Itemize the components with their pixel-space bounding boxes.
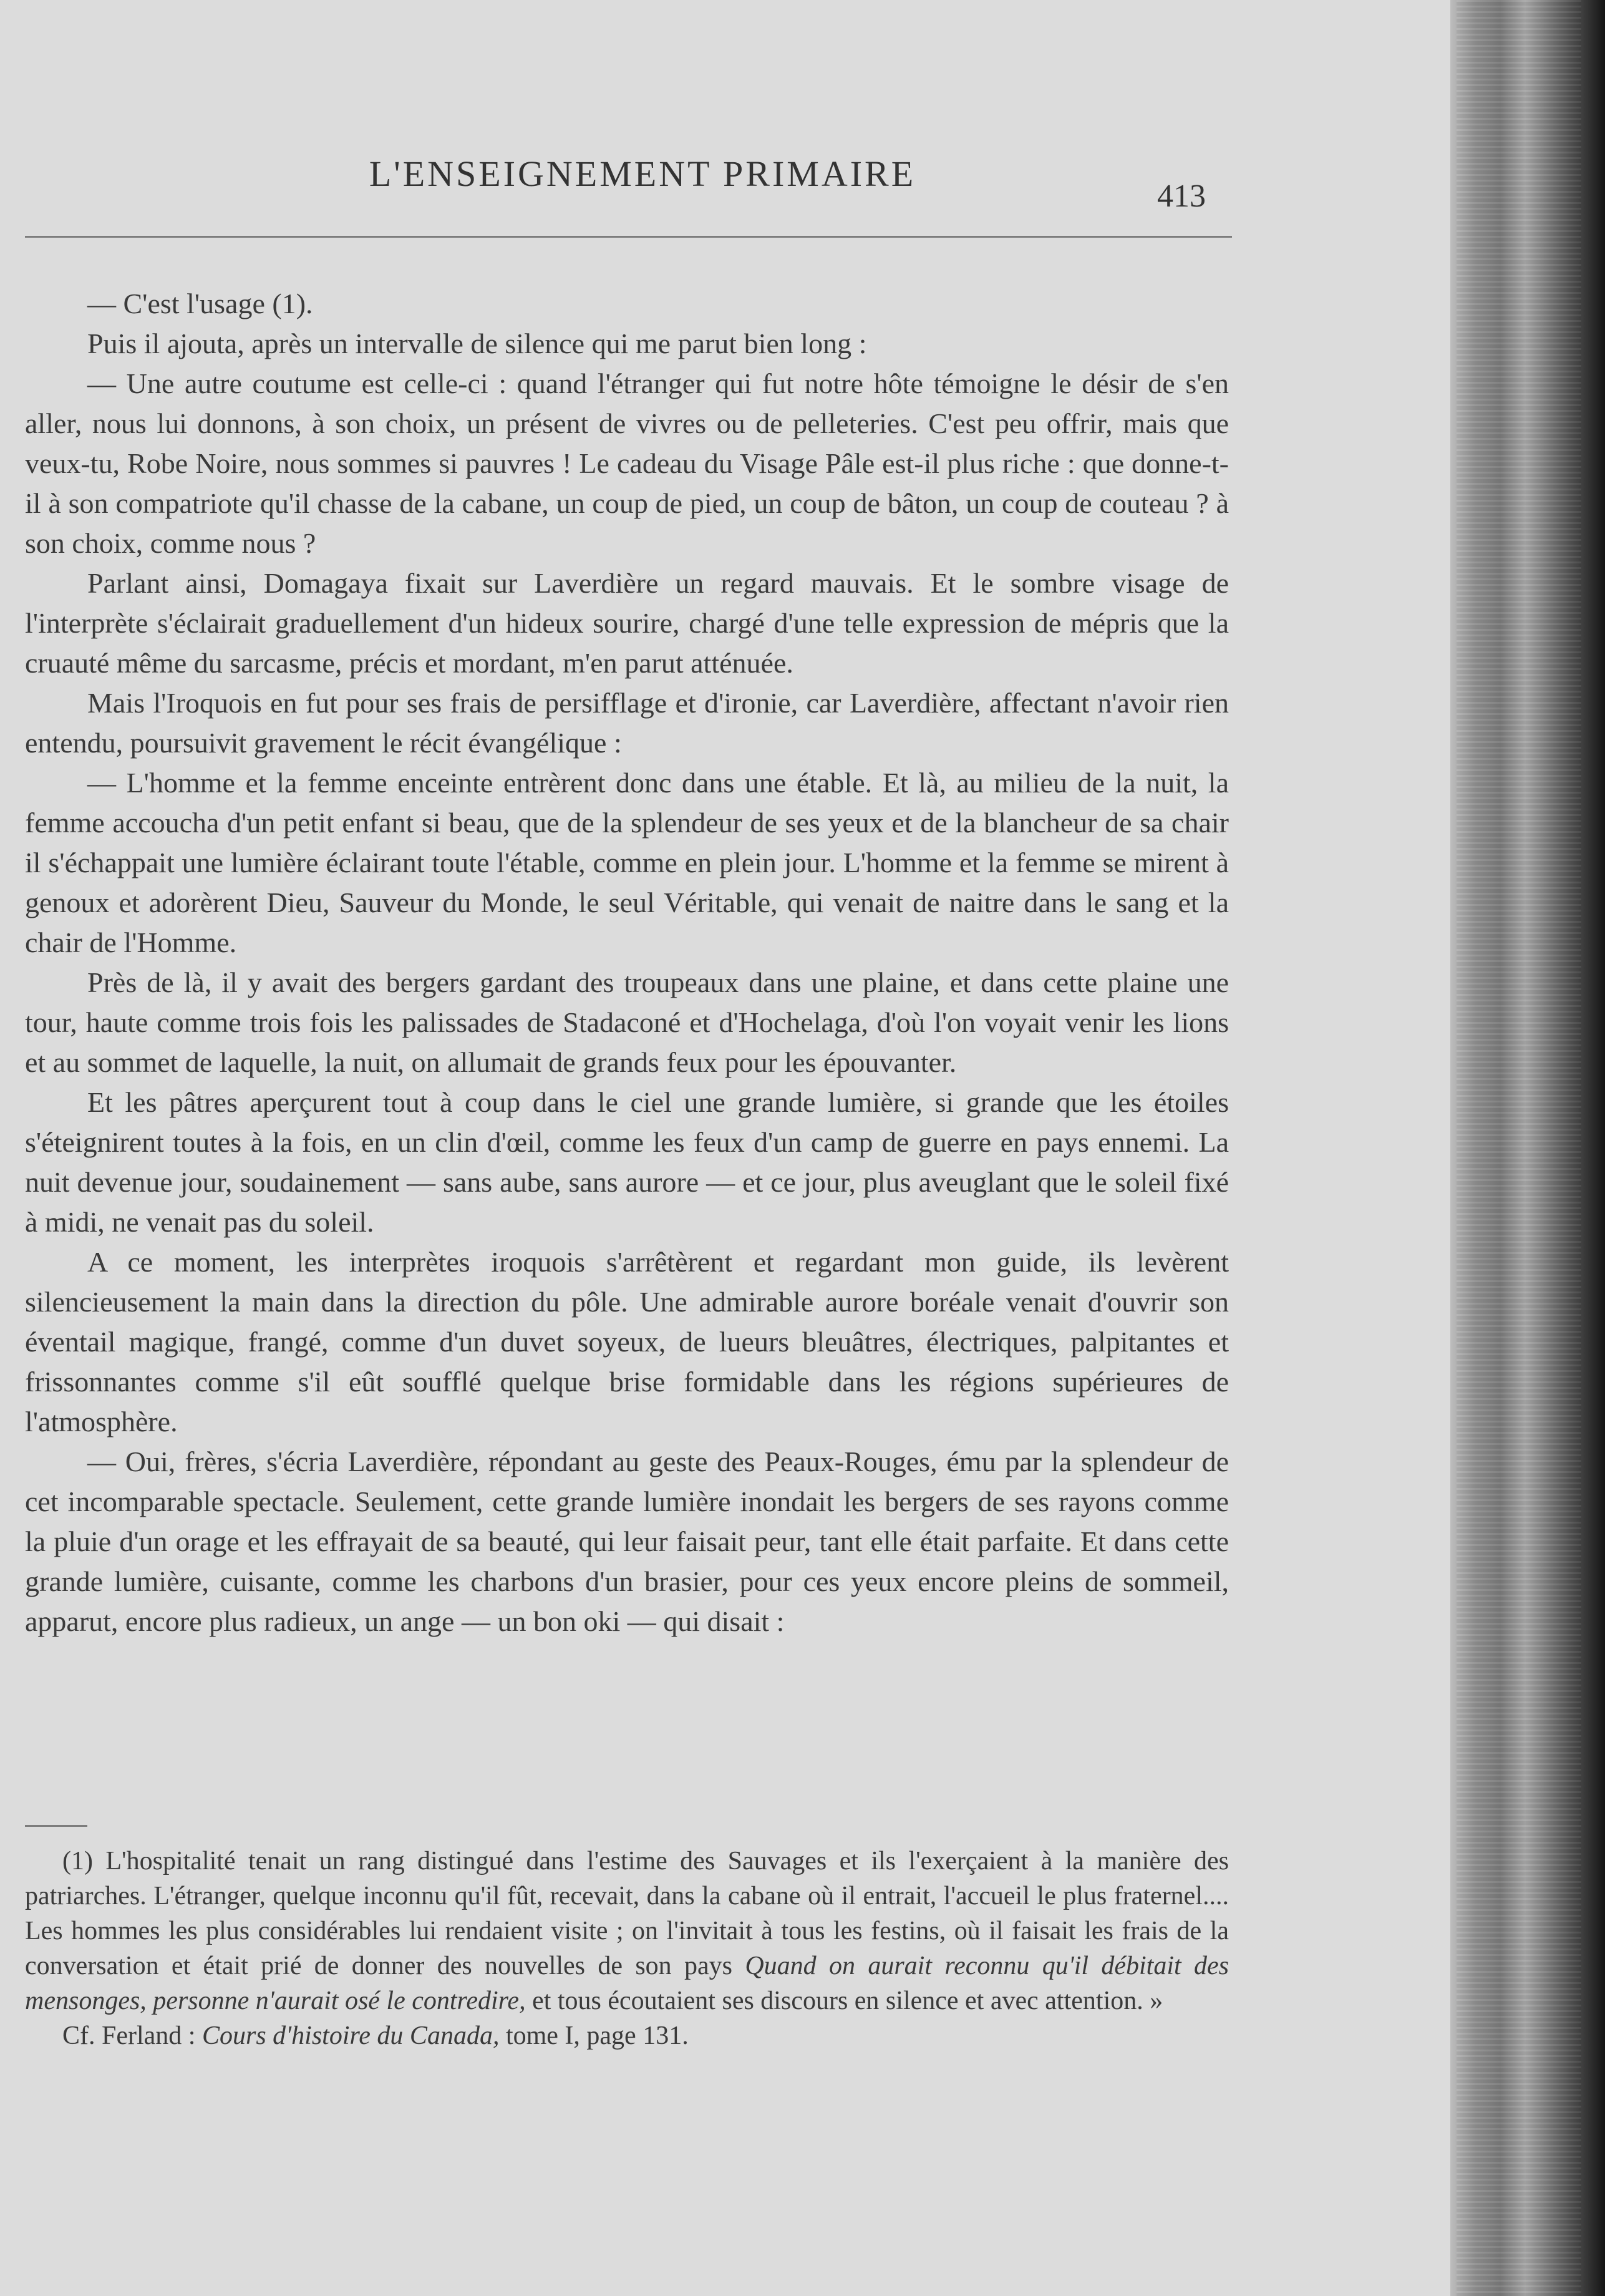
footnote-quote-end: et tous écoutaient ses discours en silence et avec attention. » bbox=[532, 1987, 1163, 2015]
citation-suffix: tome I, page 131. bbox=[505, 2021, 689, 2050]
paragraph: — Une autre coutume est celle-ci : quand l'étranger qui fut notre hôte témoigne le désir de s'en aller, nous lui donnons, à son choix, un présent de vivres ou de pelleteries. C'est peu offrir, mais que veux-tu, Robe Noire, nous sommes si pauvres ! Le cadeau du Visage Pâle est-il plus riche : que donne-t-il à son compatriote qu'il chasse de la cabane, un coup de pied, un coup de bâton, un coup de couteau ? à son choix, comme nous ? bbox=[25, 367, 1229, 559]
footnote-text bbox=[25, 1844, 1229, 2018]
paragraph: Près de là, il y avait des bergers gardant des troupeaux dans une plaine, et dans cette plaine une tour, haute comme trois fois les palissades de Stadaconé et d'Hochelaga, d'où l'on voyait venir les lions et au sommet de laquelle, la nuit, on allumait de grands feux pour les épouvanter. bbox=[25, 966, 1229, 1078]
paragraph: — Oui, frères, s'écria Laverdière, répondant au geste des Peaux-Rouges, ému par la splendeur de cet incomparable spectacle. Seulement, cette grande lumière inondait les bergers de ses rayons comme la pluie d'un orage et les effrayait de sa beauté, qui leur faisait peur, tant elle était parfaite. Et dans cette grande lumière, cuisante, comme les charbons d'un brasier, pour ces yeux encore pleins de sommeil, apparut, encore plus radieux, un ange — un bon oki — qui disait : bbox=[25, 1446, 1229, 1637]
body-text bbox=[25, 284, 1229, 1642]
paragraph: Puis il ajouta, après un intervalle de silence qui me parut bien long : bbox=[87, 328, 867, 359]
paragraph: Mais l'Iroquois en fut pour ses frais de persifflage et d'ironie, car Laverdière, affectant n'avoir rien entendu, poursuivit gravement le récit évangélique : bbox=[25, 687, 1229, 759]
footnote-quote: Quand on aurait reconnu qu'il débitait des mensonges, personne n'aurait osé le contredire, bbox=[25, 1952, 1229, 2015]
paragraph: Parlant ainsi, Domagaya fixait sur Laverdière un regard mauvais. Et le sombre visage de l'interprète s'éclairait graduellement d'un hideux sourire, chargé d'une telle expression de mépris que la cruauté même du sarcasme, précis et mordant, m'en parut atténuée. bbox=[25, 567, 1229, 679]
citation bbox=[25, 2018, 1229, 2053]
footnote-separator bbox=[25, 1825, 87, 1827]
running-head: L'ENSEIGNEMENT PRIMAIRE bbox=[369, 153, 916, 194]
paragraph: A ce moment, les interprètes iroquois s'arrêtèrent et regardant mon guide, ils levèrent silencieusement la main dans la direction du pôle. Une admirable aurore boréale venait d'ouvrir son éventail magique, frangé, comme d'un duvet soyeux, de lueurs bleuâtres, électriques, palpitantes et frissonnantes comme s'il eût soufflé quelque brise formidable dans les régions supérieures de l'atmosphère. bbox=[25, 1246, 1229, 1437]
paragraph: Et les pâtres aperçurent tout à coup dans le ciel une grande lumière, si grande que les étoiles s'éteignirent toutes à la fois, en un clin d'œil, comme les feux d'un camp de guerre en pays ennemi. La nuit devenue jour, soudainement — sans aube, sans aurore — et ce jour, plus aveuglant que le soleil fixé à midi, ne venait pas du soleil. bbox=[25, 1086, 1229, 1238]
header-rule bbox=[25, 236, 1232, 238]
footnote-main: (1) L'hospitalité tenait un rang distingué dans l'estime des Sauvages et ils l'exerçaient à la manière des patriarches. L'étranger, quelque inconnu qu'il fût, recevait, dans la cabane où il entrait, l'accueil le plus fraternel.... Les hommes les plus considérables lui rendaient visite ; on l'invitait à tous les festins, où il faisait les frais de la conversation et était prié de donner des nouvelles de son pays bbox=[25, 1847, 1229, 1980]
paragraph: — C'est l'usage (1). bbox=[87, 288, 313, 319]
gutter-page-edges bbox=[1457, 0, 1581, 2296]
page-number: 413 bbox=[1157, 178, 1206, 214]
paragraph: — L'homme et la femme enceinte entrèrent donc dans une étable. Et là, au milieu de la nuit, la femme accoucha d'un petit enfant si beau, que de la splendeur de ses yeux et de la blancheur de sa chair il s'échappait une lumière éclairant toute l'étable, comme en plein jour. L'homme et la femme se mirent à genoux et adorèrent Dieu, Sauveur du Monde, le seul Véritable, qui venait de naitre dans le sang et la chair de l'Homme. bbox=[25, 767, 1229, 958]
footnote bbox=[25, 1844, 1229, 2053]
citation-prefix: Cf. Ferland : bbox=[62, 2021, 196, 2050]
citation-title: Cours d'histoire du Canada, bbox=[201, 2021, 500, 2050]
